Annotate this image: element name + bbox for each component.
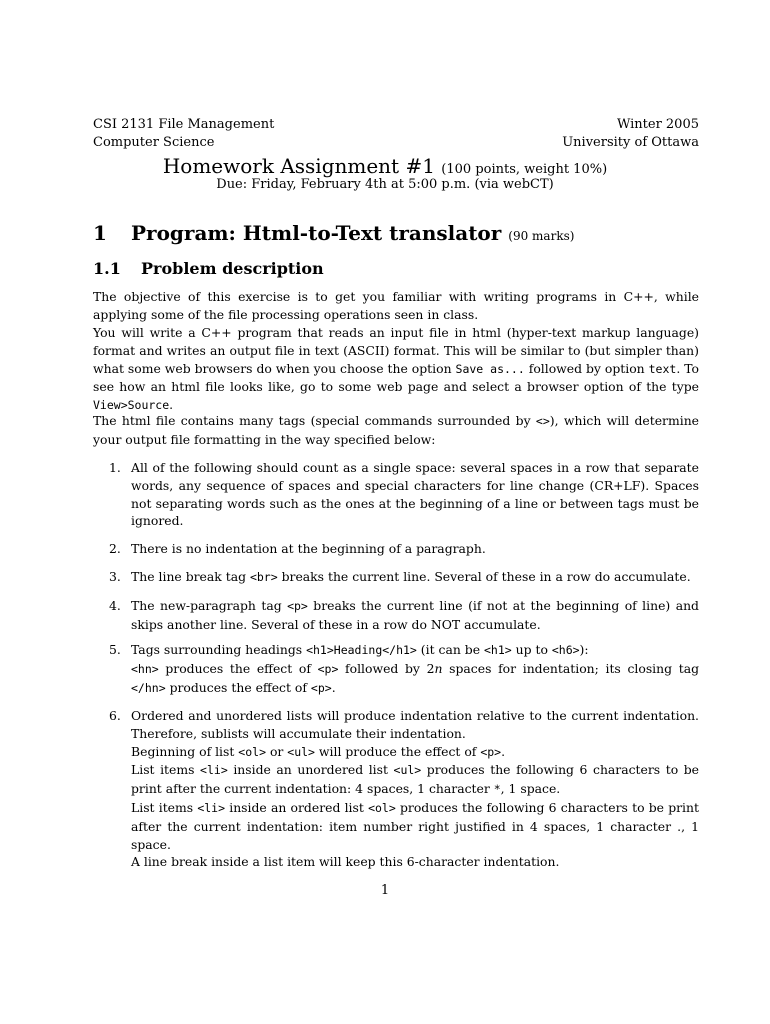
text-run: will produce the effect of [314, 743, 481, 759]
item-number: 4. [109, 598, 121, 613]
item-number: 6. [109, 708, 121, 723]
university: University of Ottawa [562, 135, 699, 150]
text-run: up to [511, 642, 552, 657]
text-run: ): [579, 642, 589, 657]
code-li-tag: <li> [200, 763, 228, 778]
text-run: inside an unordered list [227, 762, 394, 778]
item-text [131, 641, 699, 697]
code-p-tag: <p> [317, 661, 339, 676]
item-number: 2. [109, 541, 121, 556]
course-name: CSI 2131 File Management [93, 117, 275, 132]
list-item [93, 540, 699, 558]
intro-paragraph-3 [93, 412, 699, 449]
text-run: . To see how an html file looks like, go to some web page and select a browser option of the type [93, 360, 699, 395]
code-tag-brackets: <> [535, 414, 550, 428]
list-rule-line [131, 799, 699, 853]
department: Computer Science [93, 135, 215, 150]
text-run: , 1 space. [500, 781, 561, 797]
text-run: . [331, 679, 336, 695]
title-sub: (100 points, weight 10%) [441, 162, 608, 177]
code-ol-tag: <ol> [238, 744, 266, 759]
intro-paragraph-1: The objective of this exercise is to get you familiar with writing programs in C++, while applying some of the file processing operations seen in class. [93, 289, 699, 322]
text-run: Beginning of list [131, 743, 239, 759]
section-marks: (90 marks) [508, 229, 575, 243]
text-run: ), which will determine your output file formatting in the way specified below: [93, 413, 700, 447]
text-run: spaces for indentation; its closing tag [442, 660, 700, 676]
item-number: 3. [109, 569, 121, 584]
assignment-title [0, 154, 770, 178]
list-rule-line [131, 761, 699, 799]
section-heading [93, 221, 574, 245]
code-heading-tag: <h1>Heading</h1> [306, 643, 417, 657]
list-item [93, 707, 699, 871]
item-text [131, 597, 699, 634]
code-p-tag: <p> [480, 744, 502, 759]
title-main: Homework Assignment #1 [162, 154, 435, 178]
list-item [93, 568, 699, 587]
text-run: breaks the current line. Several of these in a row do accumulate. [277, 569, 691, 584]
list-rule-line [131, 743, 699, 762]
intro-paragraph-2 [93, 324, 699, 415]
section-title: Program: Html-to-Text translator [131, 221, 502, 245]
code-h1-tag: <h1> [483, 643, 512, 657]
code-h6-tag: <h6> [551, 643, 580, 657]
text-run: followed by 2 [338, 660, 435, 676]
text-run: . [169, 397, 174, 413]
code-li-tag: <li> [197, 800, 226, 815]
section-number: 1 [93, 221, 107, 245]
text-run: The line break tag [131, 569, 250, 584]
item-text: All of the following should count as a single space: several spaces in a row that separate words, any sequence of spaces and special characters for line change (CR+LF). Spaces not separating words such as the ones at the beginning of a line or between tags must be ignored. [131, 460, 699, 529]
document-header [93, 116, 699, 152]
text-run: . [501, 743, 506, 759]
text-run: The html file contains many tags (special commands surrounded by [93, 413, 536, 428]
code-hn-close-tag: </hn> [131, 680, 166, 695]
term: Winter 2005 [616, 117, 699, 132]
text-run: inside an ordered list [225, 799, 369, 815]
subsection-title: Problem description [141, 259, 324, 278]
item-number: 5. [109, 642, 121, 657]
math-n: n [434, 660, 443, 676]
list-rule-text: A line break inside a list item will keep this 6-character indentation. [131, 854, 560, 870]
item-number: 1. [109, 460, 121, 475]
page-number: 1 [380, 883, 390, 898]
text-run: produces the effect of [158, 660, 318, 676]
text-run: produces the following 6 characters to be print after the current indentation: 4 spaces, 1 character [131, 762, 699, 797]
code-ol-tag: <ol> [368, 800, 396, 815]
code-save-as: Save as... [455, 361, 525, 376]
text-run: The new-paragraph tag [131, 598, 288, 613]
text-run: Tags surrounding headings [131, 642, 307, 657]
list-item [93, 641, 699, 697]
list-rule-text: Ordered and unordered lists will produce indentation relative to the current indentation. Therefore, sublists will accumulate their indentation. [131, 708, 699, 741]
code-text: text [648, 361, 677, 376]
text-run: List items [131, 799, 198, 815]
code-ul-tag: <ul> [287, 744, 315, 759]
code-br-tag: <br> [249, 570, 278, 584]
code-star: * [493, 782, 501, 797]
text-run: produces the following 6 characters to be print after the current indentation: item number right justified in 4 spaces, 1 character ., 1 space. [131, 799, 699, 852]
text-run: breaks the current line (if not at the beginning of line) and skips another line. Several of these in a row do NOT accumulate. [131, 598, 699, 632]
code-hn-tag: <hn> [131, 661, 159, 676]
item-text: There is no indentation at the beginning of a paragraph. [131, 541, 486, 556]
text-run: You will write a C++ program that reads an input file in html (hyper-text markup language) format and writes an output file in text (ASCII) format. This will be similar to (but simpler than) what some web browsers do when you choose the option [93, 325, 699, 376]
subsection-heading [93, 259, 324, 278]
text-run: produces the effect of [165, 679, 311, 695]
code-p-tag: <p> [310, 680, 332, 695]
list-item [93, 459, 699, 530]
subsection-number: 1.1 [93, 259, 121, 278]
text-run: List items [131, 762, 201, 778]
item-text [131, 707, 699, 871]
text-run: followed by option [524, 360, 649, 376]
code-view-source: View>Source [93, 398, 170, 413]
text-run: or [266, 743, 288, 759]
code-ul-tag: <ul> [393, 763, 422, 778]
item-text [131, 568, 699, 587]
due-date: Due: Friday, February 4th at 5:00 p.m. (via webCT) [216, 177, 554, 192]
text-run: (it can be [416, 642, 484, 657]
code-p-tag: <p> [287, 599, 308, 613]
list-item [93, 597, 699, 634]
